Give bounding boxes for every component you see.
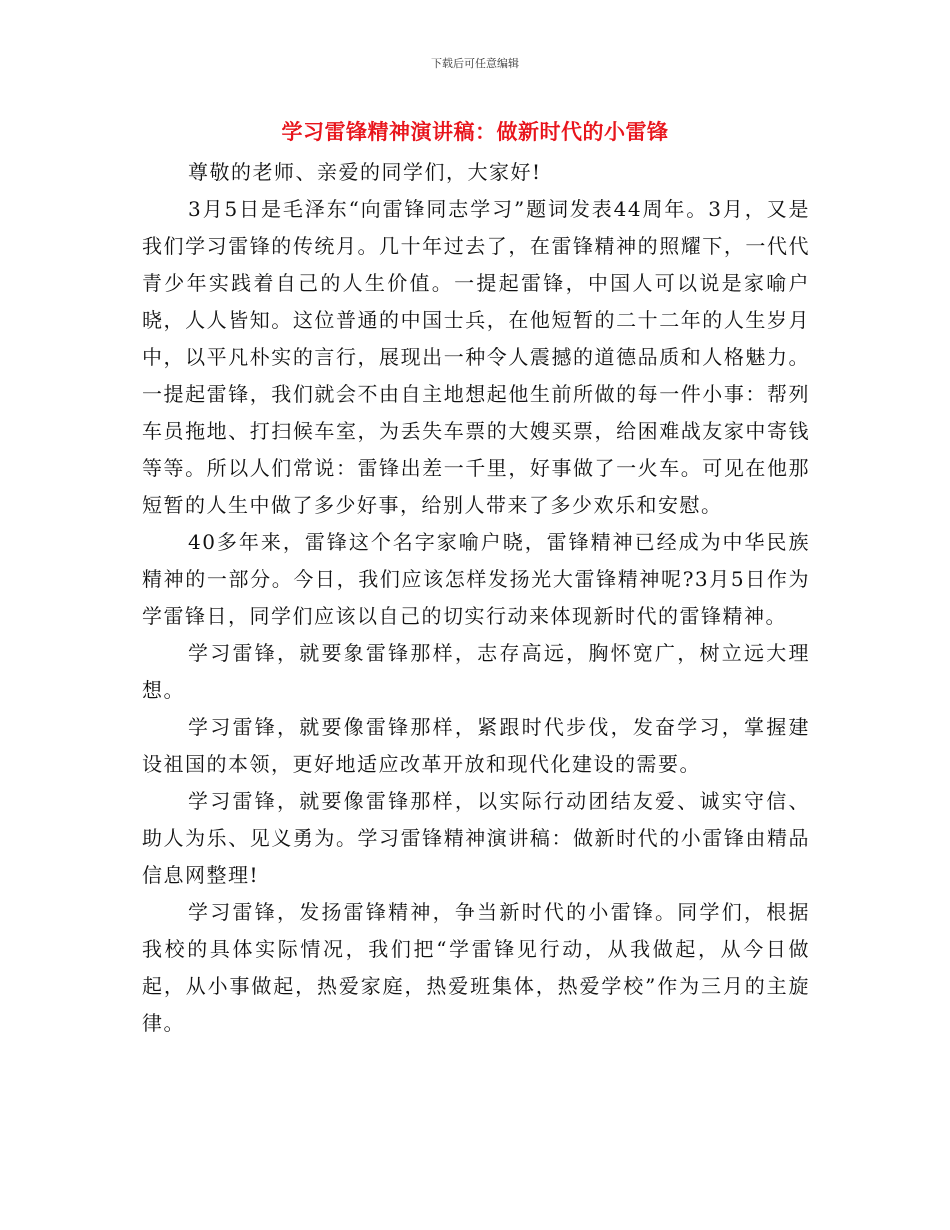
paragraph-greeting: 尊敬的老师、亲爱的同学们，大家好! bbox=[188, 160, 542, 184]
header-note: 下载后可任意编辑 bbox=[431, 57, 519, 70]
document-title: 学习雷锋精神演讲稿：做新时代的小雷锋 bbox=[281, 120, 669, 144]
paragraph: 学习雷锋，就要像雷锋那样，紧跟时代步伐，发奋学习，掌握建设祖国的本领，更好地适应改革开放和现代化建设的需要。 bbox=[142, 715, 810, 776]
document-body bbox=[142, 154, 810, 1042]
paragraph: 40多年来，雷锋这个名字家喻户晓，雷锋精神已经成为中华民族精神的一部分。今日，我们应该怎样发扬光大雷锋精神呢?3月5日作为学雷锋日，同学们应该以自己的切实行动来体现新时代的雷锋精神。 bbox=[142, 530, 810, 628]
paragraph: 学习雷锋，发扬雷锋精神，争当新时代的小雷锋。同学们，根据我校的具体实际情况，我们把“学雷锋见行动，从我做起，从今日做起，从小事做起，热爱家庭，热爱班集体，热爱学校”作为三月的主旋律。 bbox=[142, 900, 810, 1035]
paragraph: 学习雷锋，就要像雷锋那样，以实际行动团结友爱、诚实守信、助人为乐、见义勇为。学习雷锋精神演讲稿：做新时代的小雷锋由精品信息网整理! bbox=[142, 789, 810, 887]
paragraph: 3月5日是毛泽东“向雷锋同志学习”题词发表44周年。3月，又是我们学习雷锋的传统月。几十年过去了，在雷锋精神的照耀下，一代代青少年实践着自己的人生价值。一提起雷锋，中国人可以说是家喻户晓，人人皆知。这位普通的中国士兵，在他短暂的二十二年的人生岁月中，以平凡朴实的言行，展现出一种令人震撼的道德品质和人格魅力。一提起雷锋，我们就会不由自主地想起他生前所做的每一件小事：帮列车员拖地、打扫候车室，为丢失车票的大嫂买票，给困难战友家中寄钱等等。所以人们常说：雷锋出差一千里，好事做了一火车。可见在他那短暂的人生中做了多少好事，给别人带来了多少欢乐和安慰。 bbox=[142, 197, 810, 517]
paragraph: 学习雷锋，就要象雷锋那样，志存高远，胸怀宽广，树立远大理想。 bbox=[142, 641, 810, 702]
